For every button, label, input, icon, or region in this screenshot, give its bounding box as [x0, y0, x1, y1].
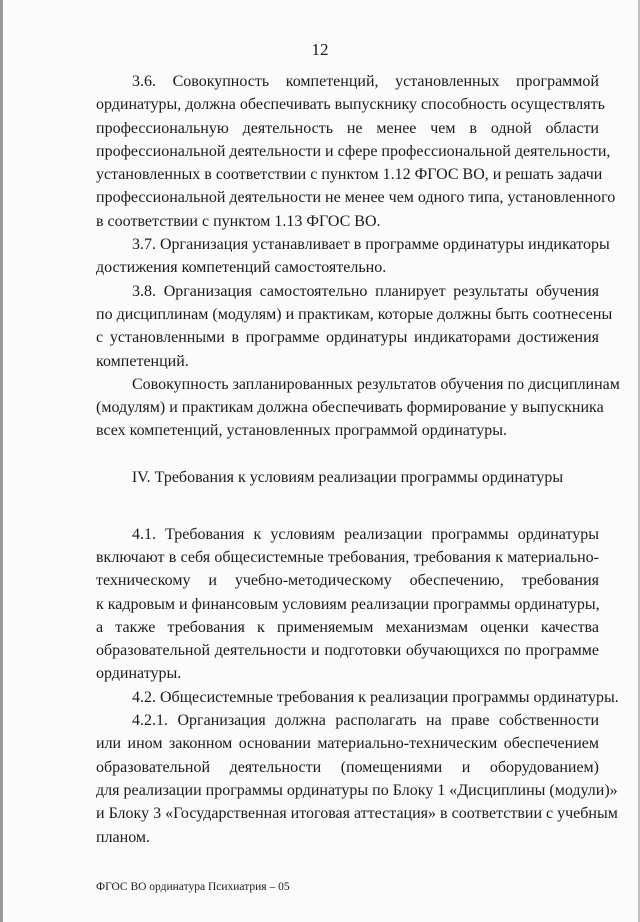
- text-line: а также требования к применяемым механизмам оценки качества: [96, 618, 599, 636]
- paragraph-3-6: [96, 70, 616, 233]
- text-line: ординатуры.: [96, 665, 182, 683]
- text-line: достижения компетенций самостоятельно.: [96, 259, 387, 277]
- paragraph-4-2-1: [96, 709, 618, 849]
- paragraph-learning-outcomes: [96, 373, 620, 443]
- text-line: ординатуры, должна обеспечивать выпускнику способность осуществлять: [96, 96, 605, 114]
- text-line: компетенций.: [96, 352, 189, 370]
- page-body: [96, 70, 620, 849]
- text-line: 3.6. Совокупность компетенций, установленных программой: [132, 73, 599, 90]
- section-heading: IV. Требования к условиям реализации программы ординатуры: [131, 469, 564, 487]
- paragraph-3-7: [96, 233, 610, 280]
- text-line: 4.2. Общесистемные требования к реализации программы ординатуры.: [132, 688, 619, 706]
- text-line: образовательной деятельности и подготовки обучающихся по программе: [96, 642, 599, 660]
- text-line: профессиональной деятельности не менее чем одного типа, установленного: [96, 189, 616, 207]
- page-number: 12: [311, 40, 329, 59]
- spacer: [96, 513, 599, 523]
- text-line: по дисциплинам (модулям) и практикам, которые должны быть соотнесены: [96, 305, 613, 323]
- text-line: техническому и учебно-методическому обеспечению, требования: [96, 572, 599, 590]
- scan-edge-left: [0, 0, 3, 922]
- text-line: 3.8. Организация самостоятельно планирует результаты обучения: [132, 282, 599, 300]
- spacer: [96, 489, 599, 512]
- text-line: всех компетенций, установленных программой ординатуры.: [96, 422, 508, 440]
- text-line: в соответствии с пунктом 1.13 ФГОС ВО.: [96, 212, 381, 230]
- text-line: образовательной деятельности (помещениями и оборудованием): [96, 758, 599, 776]
- text-line: для реализации программы ординатуры по Блоку 1 «Дисциплины (модули)»: [96, 781, 618, 799]
- text-line: 4.1. Требования к условиям реализации программы ординатуры: [132, 525, 599, 543]
- page-footer: ФГОС ВО ординатура Психиатрия – 05: [96, 881, 290, 893]
- text-line: профессиональной деятельности и сфере профессиональной деятельности,: [96, 142, 611, 160]
- text-line: профессиональную деятельность не менее чем в одной области: [96, 119, 599, 137]
- text-line: включают в себя общесистемные требования, требования к материально-: [96, 548, 599, 566]
- text-line: установленных в соответствии с пунктом 1.12 ФГОС ВО, и решать задачи: [96, 166, 603, 184]
- text-line: (модулям) и практикам должна обеспечивать формирование у выпускника: [96, 399, 604, 417]
- spacer: [96, 443, 599, 466]
- text-line: и Блоку 3 «Государственная итоговая аттестация» в соответствии с учебным: [96, 805, 618, 823]
- text-line: или ином законном основании материально-техническим обеспечением: [96, 735, 599, 753]
- text-line: планом.: [96, 828, 151, 846]
- paragraph-4-2: [96, 686, 619, 709]
- text-line: Совокупность запланированных результатов обучения по дисциплинам: [132, 375, 620, 393]
- text-line: 3.7. Организация устанавливает в программе ординатуры индикаторы: [132, 236, 610, 254]
- text-line: 4.2.1. Организация должна располагать на праве собственности: [132, 712, 599, 730]
- text-line: к кадровым и финансовым условиям реализации программы ординатуры,: [96, 595, 600, 613]
- paragraph-4-1: [96, 523, 599, 686]
- paragraph-3-8: [96, 280, 613, 373]
- text-line: с установленными в программе ординатуры индикаторами достижения: [96, 329, 599, 347]
